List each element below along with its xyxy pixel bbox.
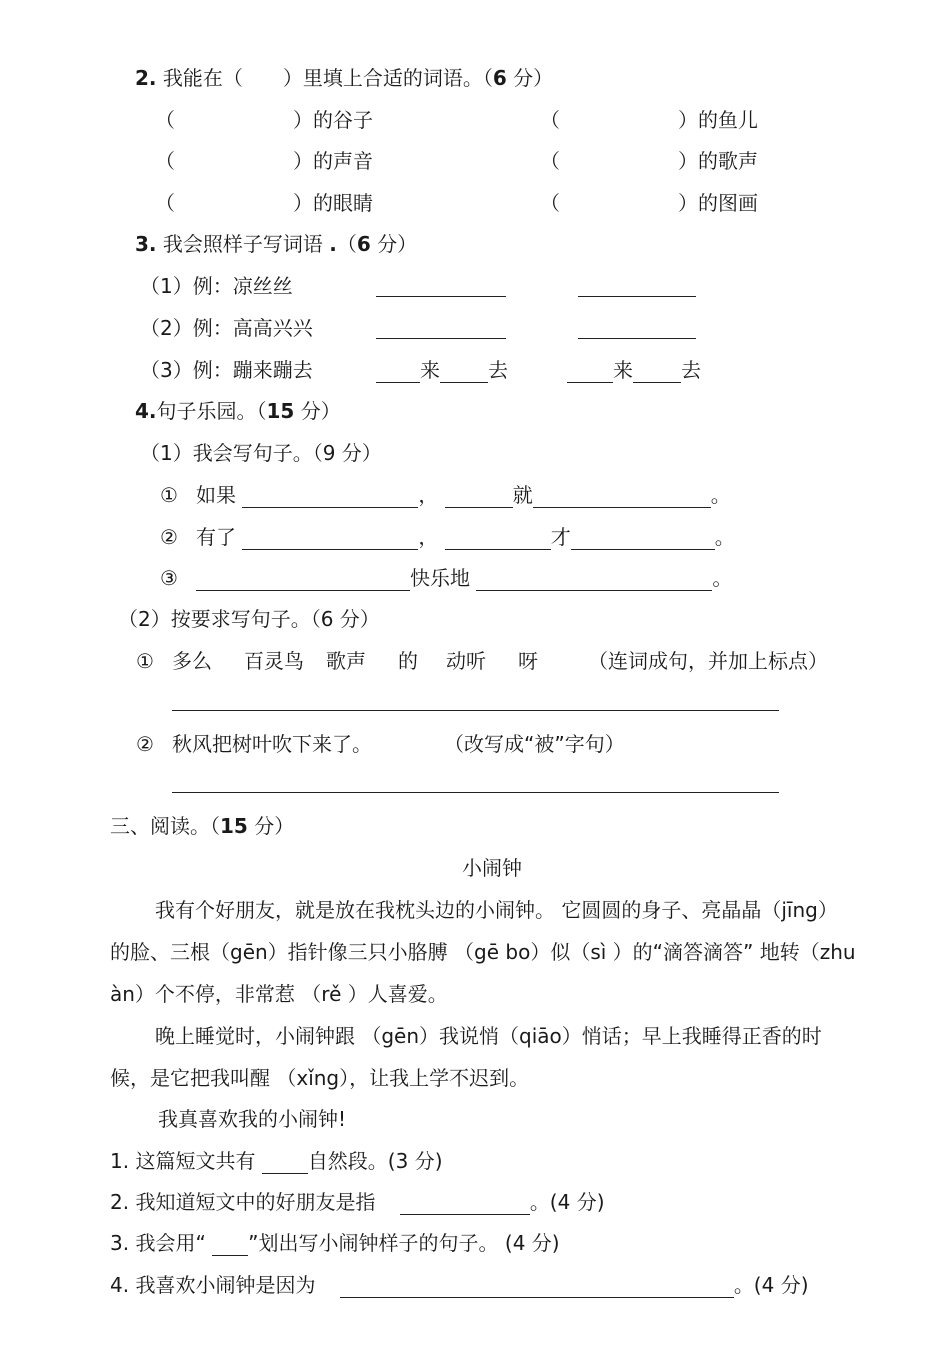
q3-pattern-answer: 来 去	[567, 357, 701, 383]
q4-answer-blank[interactable]	[571, 529, 715, 550]
q3-text: 我会照样子写词语	[162, 232, 323, 256]
q3-score: 6	[356, 232, 371, 256]
q3-answer-blank[interactable]	[578, 318, 696, 339]
reading-section-title: 三、阅读。（15 分）	[110, 814, 295, 838]
q4-part1-title: （1）我会写句子。（9 分）	[140, 441, 382, 465]
q3-example-2: （2）例：高高兴兴	[140, 316, 313, 340]
q3-answer-blank[interactable]	[376, 362, 420, 383]
q3-example-1: （1）例：凉丝丝	[140, 274, 293, 298]
q2-text: 我能在（ ）里填上合适的词语。（	[162, 66, 493, 90]
story-paragraph-2: 晚上睡觉时，小闹钟跟 （gēn）我说悄（qiāo）悄话；早上我睡得正香的时	[155, 1024, 822, 1048]
story-paragraph-1-cont: àn）个不停，非常惹 （rě ）人喜爱。	[110, 982, 448, 1006]
q3-heading: 3. 我会照样子写词语 .（6 分）	[135, 232, 418, 256]
q4-heading: 4.句子乐园。（15 分）	[135, 399, 341, 423]
q4-answer-blank[interactable]	[476, 570, 712, 591]
q4-answer-blank[interactable]	[445, 529, 551, 550]
q2-unit: 分）	[513, 66, 554, 90]
reading-answer-blank[interactable]	[340, 1277, 734, 1298]
q3-example-3: （3）例：蹦来蹦去	[140, 358, 313, 382]
q4-answer-blank[interactable]	[196, 570, 410, 591]
q3-answer-blank[interactable]	[376, 318, 506, 339]
q2-number: 2.	[135, 66, 157, 90]
story-paragraph-3: 我真喜欢我的小闹钟!	[158, 1107, 347, 1131]
q4-sentence-1: ① 如果 ， 就 。	[160, 483, 731, 507]
reading-question-1: 1. 这篇短文共有 自然段。(3 分)	[110, 1149, 443, 1173]
q2-item-5: （ ）的眼睛	[155, 191, 373, 215]
q3-answer-blank[interactable]	[440, 362, 488, 383]
q2-item-2: （ ）的鱼儿	[540, 108, 758, 132]
q2-score: 6	[492, 66, 507, 90]
q3-answer-blank[interactable]	[376, 276, 506, 297]
reading-score: 15	[220, 814, 248, 838]
reading-answer-blank[interactable]	[400, 1194, 530, 1215]
q2-heading	[135, 65, 553, 91]
q2-item-1: （ ）的谷子	[155, 108, 373, 132]
q4-answer-line[interactable]	[172, 792, 779, 793]
q4-sentence-3: ③ 快乐地 。	[160, 566, 733, 590]
q3-answer-blank[interactable]	[578, 276, 696, 297]
q4-reorder-item: ① 多么 百灵鸟 歌声 的 动听 呀 （连词成句，并加上标点）	[136, 649, 828, 673]
story-paragraph-1-cont: 的脸、三根（gēn）指针像三只小胳膊 （gē bo）似（sì ）的“滴答滴答” 地转（zhu	[110, 940, 856, 964]
reading-question-2: 2. 我知道短文中的好朋友是指 。(4 分)	[110, 1190, 605, 1214]
q2-item-3: （ ）的声音	[155, 149, 373, 173]
q3-answer-blank[interactable]	[633, 362, 681, 383]
reading-question-4: 4. 我喜欢小闹钟是因为 。(4 分)	[110, 1273, 809, 1297]
q4-answer-blank[interactable]	[242, 487, 418, 508]
reading-answer-blank[interactable]	[262, 1153, 308, 1174]
q4-answer-blank[interactable]	[533, 487, 711, 508]
q2-item-6: （ ）的图画	[540, 191, 758, 215]
q3-number: 3.	[135, 232, 157, 256]
q4-answer-blank[interactable]	[242, 529, 418, 550]
q3-pattern-answer: 来 去	[376, 357, 508, 383]
reading-question-3: 3. 我会用“ ”划出写小闹钟样子的句子。 (4 分)	[110, 1231, 560, 1255]
q4-score: 15	[266, 399, 295, 423]
underline-symbol	[212, 1235, 248, 1256]
q2-item-4: （ ）的歌声	[540, 149, 758, 173]
q4-answer-blank[interactable]	[445, 487, 513, 508]
q4-rewrite-item: ② 秋风把树叶吹下来了。 （改写成“被”字句）	[136, 732, 625, 756]
q4-answer-line[interactable]	[172, 710, 779, 711]
story-paragraph-2-cont: 候，是它把我叫醒 （xǐng），让我上学不迟到。	[110, 1066, 530, 1090]
story-title: 小闹钟	[462, 856, 522, 880]
story-paragraph-1: 我有个好朋友，就是放在我枕头边的小闹钟。 它圆圆的身子、亮晶晶（jīng）	[155, 898, 838, 922]
q4-sentence-2: ② 有了 ， 才 。	[160, 525, 735, 549]
q3-answer-blank[interactable]	[567, 362, 613, 383]
q4-part2-title: （2）按要求写句子。（6 分）	[118, 607, 380, 631]
